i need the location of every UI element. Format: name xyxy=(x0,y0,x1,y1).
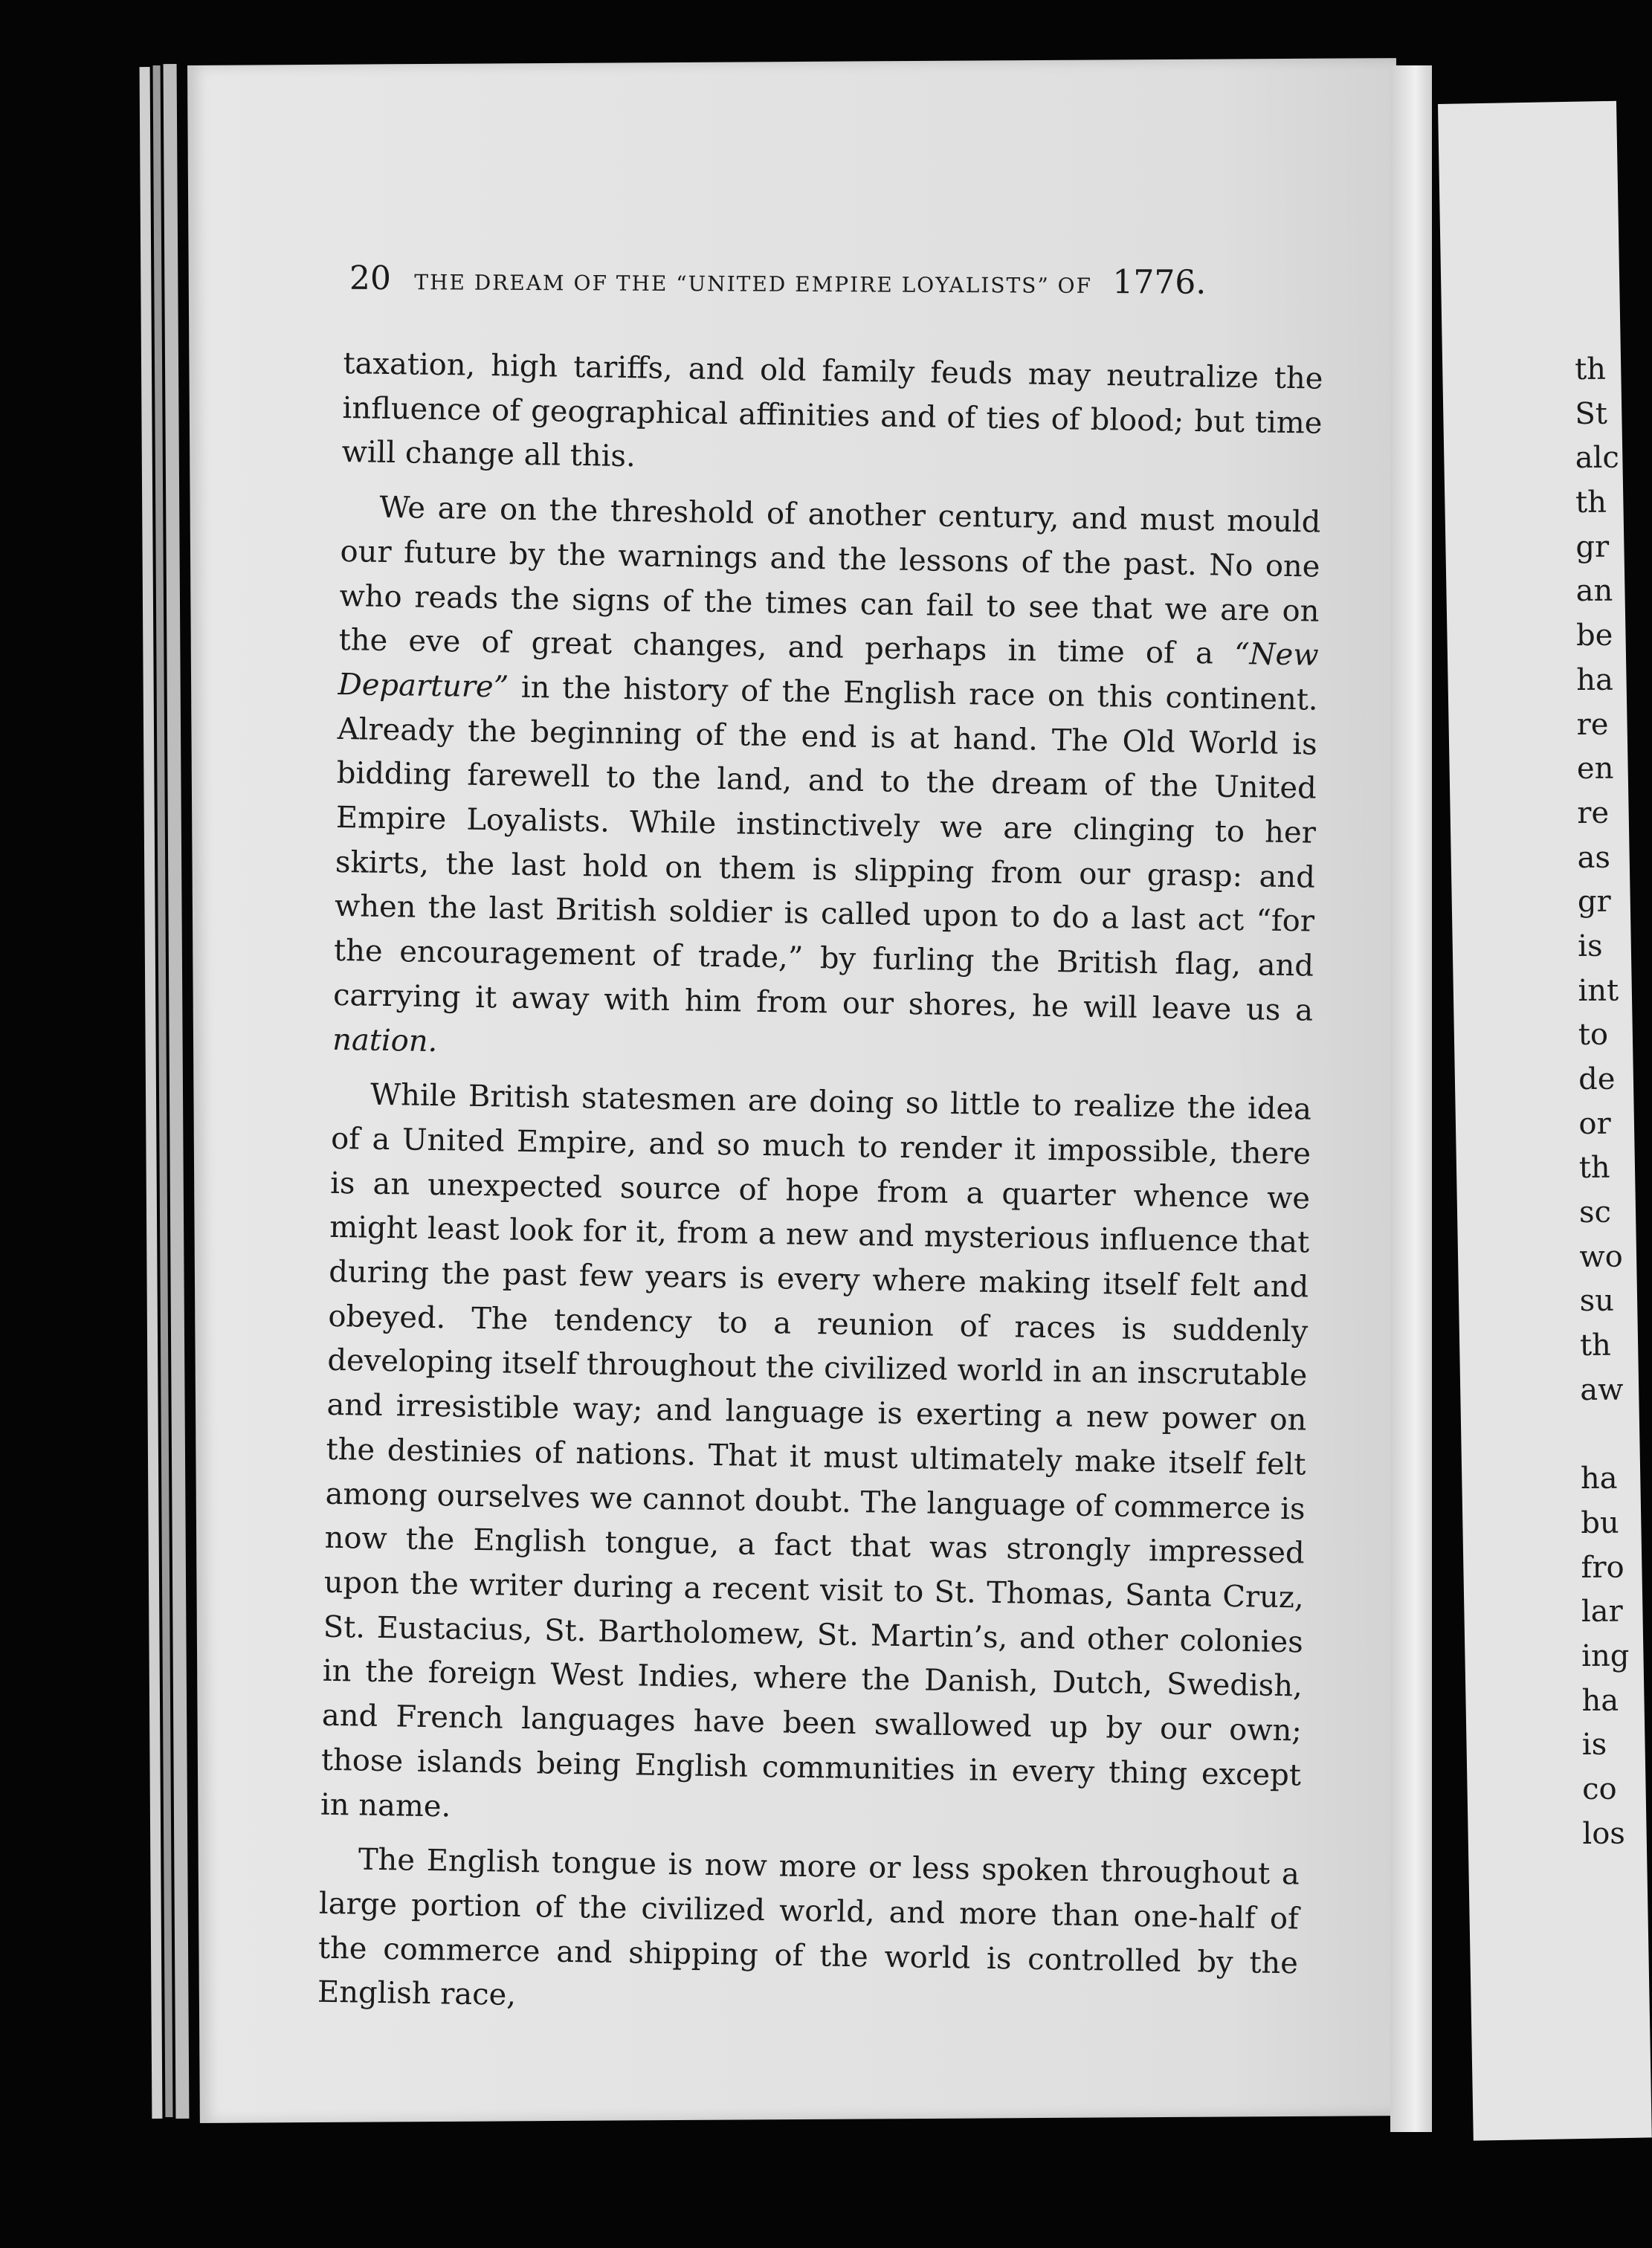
right-page-line-fragment: sc xyxy=(1578,1195,1612,1230)
right-page-line-fragment: is xyxy=(1578,928,1603,963)
paragraph-3-text: While British statesmen are doing so little to realize the idea of a United Empire, and so much to render it impossible, there is an unexpected source of hope from a quarter whence we might least look for it, from a new and mysterious influence that during the past few years is every where making itself felt and obeyed. The tendency to a reunion of races is suddenly developing itself throughout the civilized world in an inscrutable and irresistible way; and language is exerting a new power on the destinies of nations. That it must ultimately make itself felt among ourselves we cannot doubt. The language of commerce is now the English tongue, a fact that was strongly impressed upon the writer during a recent visit to St. Thomas, Santa Cruz, St. Eustacius, St. Bartholomew, St. Martin’s, and other colonies in the foreign West Indies, where the Danish, Dutch, Swedish, and French languages have been swallowed up by our own; those islands being English communities in every thing except in name. xyxy=(320,1077,1312,1824)
right-page-line-fragment: re xyxy=(1577,795,1610,830)
running-header xyxy=(349,259,1279,303)
right-page-line-fragment: co xyxy=(1582,1771,1617,1806)
paragraph-2-emphasis-nation: nation. xyxy=(332,1022,438,1059)
right-page-line-fragment: ing xyxy=(1581,1638,1630,1673)
right-page-line-fragment: th xyxy=(1575,352,1607,387)
right-page-line-fragment xyxy=(1581,1412,1625,1457)
right-page-line-fragment: as xyxy=(1577,840,1611,875)
running-title-year: 1776. xyxy=(1112,263,1207,302)
page-number: 20 xyxy=(349,259,392,298)
paragraph-4-text: The English tongue is now more or less spoken throughout a large portion of the civilized world, and more than one-half of the commerce and shipping of the world is controlled by the English race, xyxy=(317,1842,1300,2013)
right-page-line-fragment: ha xyxy=(1581,1683,1619,1718)
right-page-line-fragment: aw xyxy=(1580,1372,1624,1407)
right-page-line-fragment: be xyxy=(1575,618,1613,653)
right-page-line-fragment: ha xyxy=(1580,1461,1618,1496)
right-page-line-fragment: de xyxy=(1578,1062,1616,1096)
right-page-line-fragment: int xyxy=(1578,973,1619,1008)
paragraph-2-text-a: We are on the threshold of another century, and must mould our future by the warnings and the lessons of the past. No one who reads the signs of the times can fail to see that we are on the eve of great changes, and perhaps in time of a xyxy=(338,490,1321,671)
paragraph-2 xyxy=(332,485,1321,1078)
right-page-line-fragment: St xyxy=(1575,396,1608,431)
right-page-line-fragment: bu xyxy=(1581,1505,1619,1540)
right-page-line-fragment: en xyxy=(1576,751,1614,787)
book-gutter xyxy=(1390,65,1432,2132)
right-page-line-fragment: alc xyxy=(1575,441,1619,476)
paragraph-4 xyxy=(317,1838,1300,2030)
paragraph-3 xyxy=(320,1073,1312,1843)
right-page-line-fragment: an xyxy=(1575,574,1613,609)
right-page-line-fragment: th xyxy=(1579,1328,1611,1363)
right-page-line-fragment: lar xyxy=(1581,1594,1623,1630)
right-page-line-fragment: fro xyxy=(1581,1550,1624,1585)
paragraph-1-text: taxation, high tariffs, and old family feuds may neutralize the influence of geographical affinities and of ties of blood; but time will change all this. xyxy=(341,346,1323,474)
right-page-line-fragment: th xyxy=(1575,485,1607,520)
page-body xyxy=(317,342,1323,2041)
right-page-line-fragment: los xyxy=(1582,1816,1625,1851)
right-page-line-fragment: or xyxy=(1578,1106,1611,1141)
right-page-text-fragments xyxy=(1575,348,1630,1857)
right-page-line-fragment: to xyxy=(1578,1018,1609,1053)
right-page-line-fragment: su xyxy=(1579,1284,1615,1319)
right-page-line-fragment: gr xyxy=(1575,529,1610,564)
paragraph-2-emphasis: “New Departure” xyxy=(338,637,1319,705)
right-page-line-fragment: gr xyxy=(1577,885,1611,920)
right-page-line-fragment: wo xyxy=(1579,1239,1623,1274)
paragraph-1 xyxy=(341,342,1323,491)
right-page-line-fragment: ha xyxy=(1576,662,1614,697)
right-page-line-fragment: th xyxy=(1578,1151,1610,1186)
right-page-line-fragment: is xyxy=(1581,1728,1607,1763)
paragraph-2-text-b: in the history of the English race on this continent. Already the beginning of the end is at hand. The Old World is bidding farewell to the land, and to the dream of the United Empire Loyalists. While instinctively we are clinging to her skirts, the last hold on them is slipping from our grasp: and when the last British soldier is called upon to do a last act “for the encouragement of trade,” by furling the British flag, and carrying it away with him from our shores, he will leave us a xyxy=(332,670,1318,1028)
right-page-line-fragment: re xyxy=(1576,707,1609,742)
running-title: THE DREAM OF THE “UNITED EMPIRE LOYALISTS” OF xyxy=(414,270,1093,298)
